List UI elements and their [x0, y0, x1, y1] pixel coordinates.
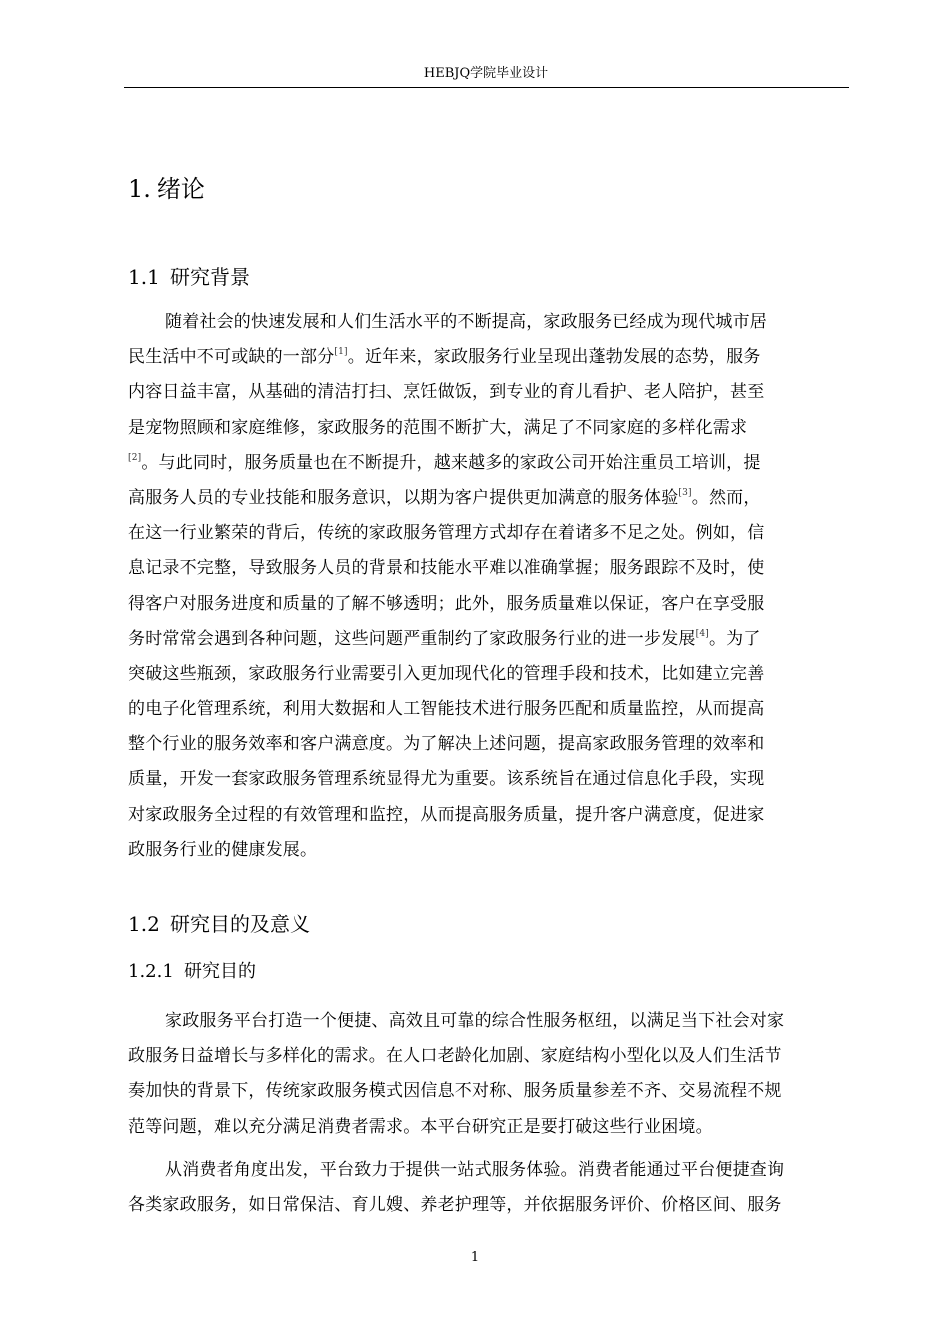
text-line: 各类家政服务，如日常保洁、育儿嫂、养老护理等，并依据服务评价、价格区间、服务: [128, 1195, 782, 1216]
text-line: 质量，开发一套家政服务管理系统显得尤为重要。该系统旨在通过信息化手段，实现: [128, 769, 765, 790]
text-line: 从消费者角度出发，平台致力于提供一站式服务体验。消费者能通过平台便捷查询: [165, 1160, 785, 1180]
text-line: [2]。与此同时，服务质量也在不断提升，越来越多的家政公司开始注重员工培训，提: [128, 452, 761, 473]
subsection-heading-1-2-1: [128, 958, 256, 986]
citation-ref[interactable]: [4]: [695, 628, 709, 639]
text-line: 奏加快的背景下，传统家政服务模式因信息不对称、服务质量参差不齐、交易流程不规: [128, 1081, 782, 1102]
chapter-heading: [128, 171, 205, 207]
text-line: 的电子化管理系统，利用大数据和人工智能技术进行服务匹配和质量监控，从而提高: [128, 699, 765, 720]
text-line: 民生活中不可或缺的一部分[1]。近年来，家政服务行业呈现出蓬勃发展的态势，服务: [128, 347, 761, 368]
text-line: 得客户对服务进度和质量的了解不够透明；此外，服务质量难以保证，客户在享受服: [128, 593, 765, 614]
section-heading-1-2: [128, 909, 310, 939]
citation-ref[interactable]: [2]: [128, 452, 142, 463]
paragraph-research-background: [128, 305, 848, 868]
text-line: 政服务日益增长与多样化的需求。在人口老龄化加剧、家庭结构小型化以及人们生活节: [128, 1046, 782, 1067]
chapter-number: 1.: [128, 175, 151, 203]
paragraph-research-purpose-1: [128, 1004, 848, 1145]
section-number: 1.1: [128, 265, 160, 289]
text-line: 随着社会的快速发展和人们生活水平的不断提高，家政服务已经成为现代城市居: [165, 312, 767, 332]
running-header: HEBJQ学院毕业设计: [423, 66, 549, 81]
chapter-title: 绪论: [156, 175, 205, 203]
text-line: 家政服务平台打造一个便捷、高效且可靠的综合性服务枢纽，以满足当下社会对家: [165, 1011, 785, 1031]
paragraph-research-purpose-2: [128, 1153, 848, 1223]
text-line: 整个行业的服务效率和客户满意度。为了解决上述问题，提高家政服务管理的效率和: [128, 734, 765, 755]
section-heading-1-1: [128, 262, 250, 292]
subsection-title: 研究目的: [184, 961, 256, 982]
section-number: 1.2: [128, 912, 160, 936]
citation-ref[interactable]: [1]: [334, 347, 348, 358]
header-rule: [124, 87, 849, 88]
text-line: 对家政服务全过程的有效管理和监控，从而提高服务质量，提升客户满意度，促进家: [128, 804, 765, 825]
text-line: 是宠物照顾和家庭维修，家政服务的范围不断扩大，满足了不同家庭的多样化需求: [128, 417, 748, 438]
text-line: 息记录不完整，导致服务人员的背景和技能水平难以准确掌握；服务跟踪不及时，使: [128, 558, 765, 579]
citation-ref[interactable]: [3]: [678, 487, 692, 498]
page-number: 1: [470, 1250, 480, 1265]
text-line: 务时常常会遇到各种问题，这些问题严重制约了家政服务行业的进一步发展[4]。为了: [128, 628, 761, 649]
text-line: 在这一行业繁荣的背后，传统的家政服务管理方式却存在着诸多不足之处。例如，信: [128, 523, 765, 544]
text-line: 高服务人员的专业技能和服务意识，以期为客户提供更加满意的服务体验[3]。然而，: [128, 487, 761, 508]
section-title: 研究背景: [170, 265, 250, 289]
section-title: 研究目的及意义: [170, 912, 310, 936]
text-line: 政服务行业的健康发展。: [128, 839, 318, 860]
text-line: 内容日益丰富，从基础的清洁打扫、烹饪做饭，到专业的育儿看护、老人陪护，甚至: [128, 382, 765, 403]
text-line: 突破这些瓶颈，家政服务行业需要引入更加现代化的管理手段和技术，比如建立完善: [128, 663, 765, 684]
text-line: 范等问题，难以充分满足消费者需求。本平台研究正是要打破这些行业困境。: [128, 1116, 713, 1137]
subsection-number: 1.2.1: [128, 961, 174, 982]
